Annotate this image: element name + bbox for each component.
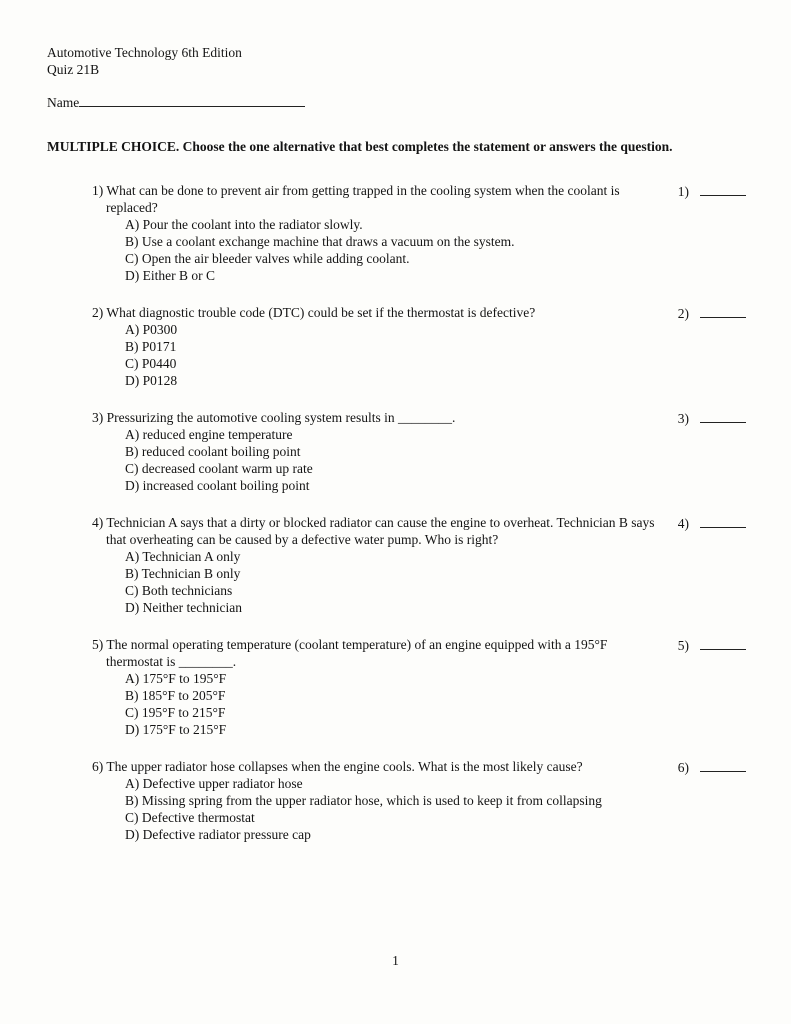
answer-cell (678, 182, 746, 200)
choice: B) P0171 (125, 339, 177, 354)
answer-blank (700, 409, 746, 423)
question-number: 4) (92, 515, 104, 530)
answer-cell (678, 409, 746, 427)
question-body (92, 409, 664, 494)
choice: D) increased coolant boiling point (125, 478, 310, 493)
document-title: Automotive Technology 6th Edition (47, 45, 242, 60)
choice: D) Defective radiator pressure cap (125, 827, 311, 842)
choices (92, 548, 664, 616)
name-blank-line (79, 93, 305, 107)
document-header (47, 44, 746, 78)
answer-cell (678, 636, 746, 654)
choice: C) 195°F to 215°F (125, 705, 226, 720)
answer-cell (678, 304, 746, 322)
question-text-wrap (92, 514, 664, 548)
question-text: Technician A says that a dirty or blocked radiator can cause the engine to overheat. Technician B says that overheating can be caused by a defective water pump. Who is right? (106, 515, 655, 547)
question-text: Pressurizing the automotive cooling system results in ________. (106, 410, 456, 425)
question-body (92, 636, 664, 738)
question-number: 3) (92, 410, 104, 425)
choice: B) reduced coolant boiling point (125, 444, 301, 459)
choice: B) Technician B only (125, 566, 241, 581)
choice: A) Technician A only (125, 549, 241, 564)
question-body (92, 758, 664, 843)
answer-number: 1) (677, 184, 689, 199)
question-block (92, 304, 746, 389)
question-text-wrap (92, 758, 664, 775)
question-text-wrap (92, 636, 664, 670)
question-body (92, 304, 664, 389)
name-row (47, 93, 746, 111)
answer-number: 2) (677, 306, 689, 321)
answer-blank (700, 758, 746, 772)
choice: D) Neither technician (125, 600, 242, 615)
question-number: 1) (92, 183, 104, 198)
choice: B) Missing spring from the upper radiator hose, which is used to keep it from collapsing (125, 793, 602, 808)
answer-cell (678, 514, 746, 532)
question-text-wrap (92, 304, 664, 321)
answer-blank (700, 636, 746, 650)
choices (92, 775, 664, 843)
choice: B) 185°F to 205°F (125, 688, 226, 703)
answer-blank (700, 304, 746, 318)
choices (92, 670, 664, 738)
choice: C) Open the air bleeder valves while adding coolant. (125, 251, 410, 266)
question-number: 6) (92, 759, 104, 774)
question-text-wrap (92, 182, 664, 216)
question-block (92, 636, 746, 738)
answer-blank (700, 182, 746, 196)
choice: A) 175°F to 195°F (125, 671, 227, 686)
choice: C) decreased coolant warm up rate (125, 461, 313, 476)
choice: A) Defective upper radiator hose (125, 776, 303, 791)
question-block (92, 182, 746, 284)
question-text-wrap (92, 409, 664, 426)
answer-number: 5) (677, 638, 689, 653)
choice: C) Defective thermostat (125, 810, 255, 825)
question-text: The upper radiator hose collapses when the engine cools. What is the most likely cause? (106, 759, 583, 774)
answer-number: 3) (677, 411, 689, 426)
page-number: 1 (392, 953, 399, 968)
question-text: What diagnostic trouble code (DTC) could be set if the thermostat is defective? (106, 305, 536, 320)
instructions-heading: MULTIPLE CHOICE. Choose the one alternative that best completes the statement or answers the question. (47, 139, 673, 154)
question-body (92, 182, 664, 284)
question-block (92, 758, 746, 843)
choices (92, 426, 664, 494)
question-text: The normal operating temperature (coolant temperature) of an engine equipped with a 195°F thermostat is ________. (106, 637, 608, 669)
choice: D) 175°F to 215°F (125, 722, 227, 737)
choice: A) Pour the coolant into the radiator slowly. (125, 217, 363, 232)
question-number: 5) (92, 637, 104, 652)
question-body (92, 514, 664, 616)
answer-blank (700, 514, 746, 528)
choice: B) Use a coolant exchange machine that draws a vacuum on the system. (125, 234, 515, 249)
choice: D) Either B or C (125, 268, 215, 283)
question-block (92, 409, 746, 494)
questions-list (47, 182, 746, 843)
choice: A) P0300 (125, 322, 178, 337)
name-label: Name (47, 95, 80, 110)
choice: C) P0440 (125, 356, 177, 371)
question-number: 2) (92, 305, 104, 320)
question-text: What can be done to prevent air from getting trapped in the cooling system when the coolant is replaced? (106, 183, 620, 215)
question-block (92, 514, 746, 616)
choices (92, 216, 664, 284)
answer-number: 4) (677, 516, 689, 531)
quiz-title: Quiz 21B (47, 62, 100, 77)
answer-number: 6) (677, 760, 689, 775)
choice: D) P0128 (125, 373, 178, 388)
answer-cell (678, 758, 746, 776)
choices (92, 321, 664, 389)
choice: C) Both technicians (125, 583, 233, 598)
choice: A) reduced engine temperature (125, 427, 293, 442)
